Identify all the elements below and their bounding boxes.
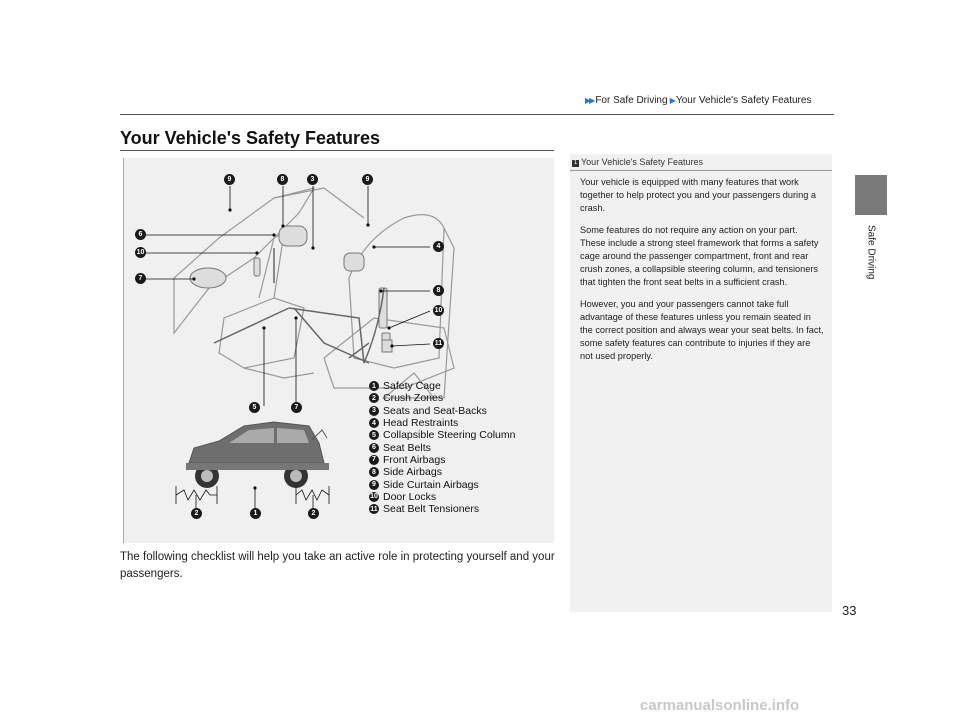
page-number: 33 [842, 603, 857, 618]
legend-number: 4 [369, 418, 379, 428]
callout-8: 8 [277, 174, 288, 185]
legend-number: 1 [369, 381, 379, 391]
watermark: carmanualsonline.info [640, 697, 800, 714]
callout-7: 7 [291, 402, 302, 413]
legend-item [369, 466, 516, 478]
callout-4: 4 [433, 241, 444, 252]
callout-6: 6 [135, 229, 146, 240]
callout-2: 2 [191, 508, 202, 519]
legend-number: 3 [369, 406, 379, 416]
safety-features-illustration [123, 158, 554, 543]
header-divider [120, 114, 834, 115]
legend-label: Collapsible Steering Column [383, 429, 516, 442]
legend-label: Safety Cage [383, 380, 441, 393]
legend-label: Side Curtain Airbags [383, 478, 479, 491]
legend-item [369, 380, 516, 392]
title-divider [120, 150, 554, 151]
section-tab-label: Safe Driving [865, 225, 877, 280]
section-tab[interactable] [855, 175, 887, 215]
legend-number: 7 [369, 455, 379, 465]
callout-7: 7 [135, 273, 146, 284]
intro-paragraph: The following checklist will help you take an active role in protecting yourself and your passengers. [120, 551, 555, 580]
breadcrumb-item[interactable]: Your Vehicle's Safety Features [675, 95, 812, 106]
breadcrumb [585, 95, 811, 106]
legend-item [369, 405, 516, 417]
legend-item [369, 392, 516, 404]
legend-label: Seat Belt Tensioners [383, 503, 480, 516]
note-marker-icon: 1 [573, 160, 578, 166]
callout-10: 10 [434, 307, 443, 314]
note-paragraph: Your vehicle is equipped with many features that work together to help protect you and your passengers during a crash. [580, 177, 816, 214]
legend-number: 5 [369, 430, 379, 440]
legend-item [369, 503, 516, 515]
callout-8: 8 [433, 285, 444, 296]
legend-label: Door Locks [383, 490, 437, 503]
callout-1: 1 [250, 508, 261, 519]
legend-item [369, 417, 516, 429]
legend-number: 8 [369, 467, 379, 477]
legend-label: Head Restraints [383, 417, 459, 430]
legend-item [369, 429, 516, 441]
breadcrumb-item[interactable]: For Safe Driving [595, 95, 668, 106]
legend-label: Seats and Seat-Backs [383, 404, 487, 417]
legend-number: 6 [369, 443, 379, 453]
feature-legend [369, 380, 516, 515]
note-heading [570, 157, 832, 171]
note-heading-text: Your Vehicle's Safety Features [581, 157, 703, 167]
legend-number: 10 [370, 493, 378, 501]
legend-item [369, 478, 516, 490]
legend-item [369, 491, 516, 503]
page-title: Your Vehicle's Safety Features [120, 128, 381, 148]
note-body [580, 176, 825, 372]
callout-11: 11 [434, 340, 443, 347]
legend-number: 11 [370, 505, 378, 513]
legend-item [369, 454, 516, 466]
callout-10: 10 [136, 249, 145, 256]
legend-label: Front Airbags [383, 453, 446, 466]
arrow-icon: ▶ [669, 96, 674, 105]
note-paragraph: Some features do not require any action on your part. These include a strong steel framework that forms a safety cage around the passenger compartment, front and rear crush zones, a collapsible steering column, and tensioners that tighten the front seat belts in a sufficient crash. [580, 224, 819, 288]
callout-9: 9 [224, 174, 235, 185]
callout-3: 3 [307, 174, 318, 185]
legend-label: Seat Belts [383, 441, 431, 454]
callout-9: 9 [362, 174, 373, 185]
legend-item [369, 441, 516, 453]
note-paragraph: However, you and your passengers cannot take full advantage of these features unless you remain seated in the correct position and always wear your seat belts. In fact, some safety features can contribute to injuries if they are not used properly. [580, 298, 824, 362]
arrow-icon: ▶▶ [585, 96, 594, 105]
legend-label: Crush Zones [383, 392, 444, 405]
legend-number: 9 [369, 480, 379, 490]
callout-5: 5 [249, 402, 260, 413]
legend-number: 2 [369, 393, 379, 403]
callout-2: 2 [308, 508, 319, 519]
car-exterior-drawing [186, 422, 329, 488]
legend-label: Side Airbags [383, 466, 442, 479]
